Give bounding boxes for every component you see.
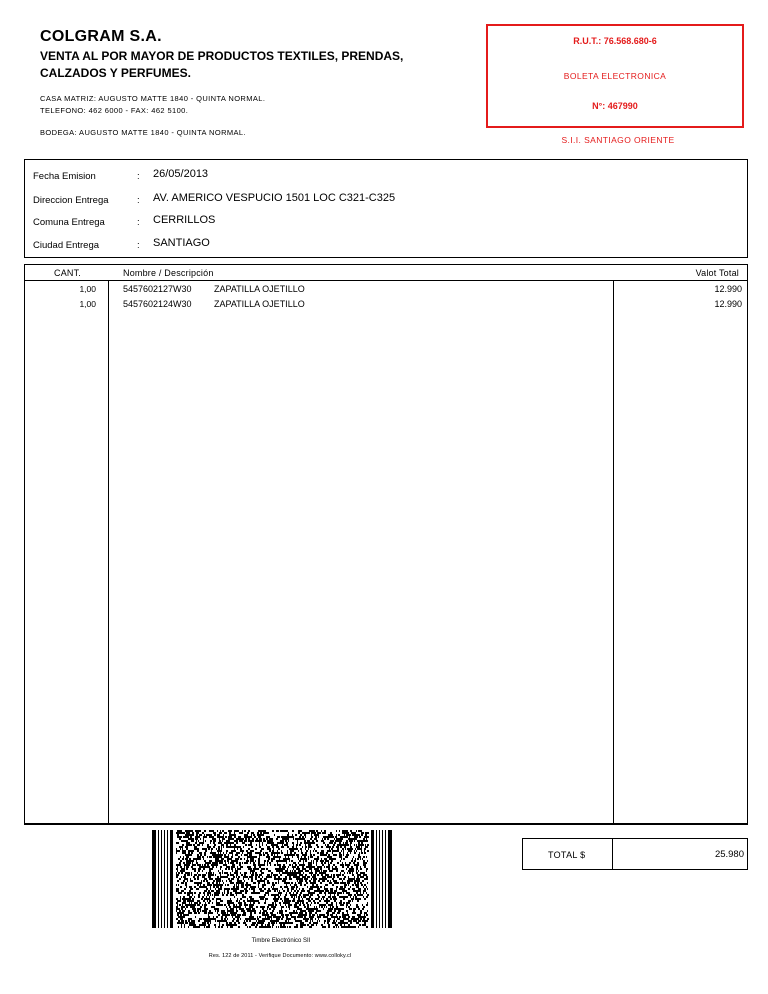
sii-stamp-barcode [152,830,392,928]
field-separator: : [137,195,140,206]
field-value: CERRILLOS [153,214,216,226]
field-separator: : [137,171,140,182]
delivery-info-box [24,159,748,258]
warehouse-address: BODEGA: AUGUSTO MATTE 1840 - QUINTA NORMAL. [40,128,246,137]
rut: R.U.T.: 76.568.680-6 [573,36,657,46]
item-total: 12.990 [714,284,742,294]
header-divider [25,280,747,281]
field-value: AV. AMERICO VESPUCIO 1501 LOC C321-C325 [153,192,396,204]
column-divider [108,280,109,823]
head-office-address: CASA MATRIZ: AUGUSTO MATTE 1840 - QUINTA NORMAL. [40,94,266,103]
total-box [522,838,748,870]
item-name: ZAPATILLA OJETILLO [214,299,305,309]
document-type: BOLETA ELECTRONICA [563,71,667,81]
business-line-1: VENTA AL POR MAYOR DE PRODUCTOS TEXTILES, PRENDAS, [40,49,404,63]
stamp-label: Timbre Electrónico SII [251,938,311,944]
field-label: Fecha Emision [33,171,96,182]
document-id-box [486,24,744,128]
total-divider [612,839,613,869]
document-number: N°: 467990 [592,101,638,111]
table-row [25,284,747,296]
field-label: Direccion Entrega [33,195,109,206]
field-label: Comuna Entrega [33,217,105,228]
field-separator: : [137,217,140,228]
item-total: 12.990 [714,299,742,309]
resolution-note: Res. 122 de 2011 - Verifique Documento: www.colloky.cl [208,953,352,959]
item-name: ZAPATILLA OJETILLO [214,284,305,294]
item-qty: 1,00 [79,299,96,309]
items-table [24,264,748,825]
item-qty: 1,00 [79,284,96,294]
field-label: Ciudad Entrega [33,240,100,251]
item-code: 5457602127W30 [123,284,192,294]
table-row [25,299,747,311]
total-label: TOTAL $ [548,850,586,860]
company-name: COLGRAM S.A. [40,28,162,45]
header-description: Nombre / Descripción [123,268,214,278]
header-qty: CANT. [54,268,82,278]
phone-fax: TELEFONO: 462 6000 - FAX: 462 5100. [40,106,189,115]
business-line-2: CALZADOS Y PERFUMES. [40,66,191,80]
sii-office: S.I.I. SANTIAGO ORIENTE [561,135,675,145]
field-value: 26/05/2013 [153,168,209,180]
column-divider [613,280,614,823]
item-code: 5457602124W30 [123,299,192,309]
header-total: Valot Total [695,268,739,278]
total-value: 25.980 [714,849,744,860]
field-value: SANTIAGO [153,237,210,249]
field-separator: : [137,240,140,251]
